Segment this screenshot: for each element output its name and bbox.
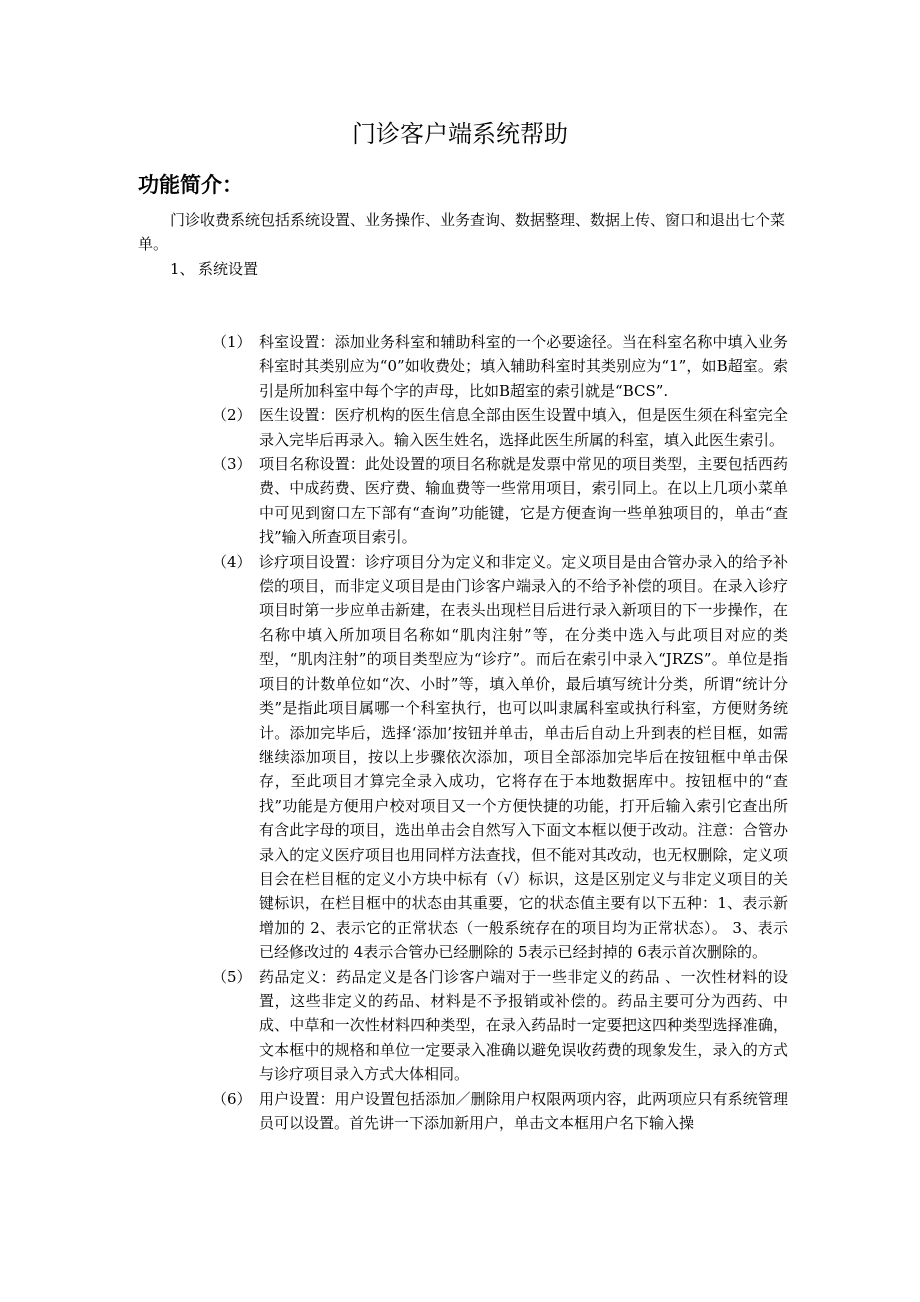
list-item bbox=[212, 550, 788, 965]
settings-item-list bbox=[212, 330, 788, 1135]
subsection-number: 1、 bbox=[170, 260, 195, 278]
list-item bbox=[212, 452, 788, 550]
list-item bbox=[212, 965, 788, 1087]
list-item-marker: （2） bbox=[212, 406, 252, 425]
intro-paragraph: 门诊收费系统包括系统设置、业务操作、业务查询、数据整理、数据上传、窗口和退出七个菜单。 bbox=[138, 211, 786, 253]
list-item-text: 科室设置：添加业务科室和辅助科室的一个必要途径。当在科室名称中填入业务科室时其类别应为“0”如收费处；填入辅助科室时其类别应为“1”，如B超室。索引是所加科室中每个字的声母，比如B超室的索引就是“BCS”. bbox=[259, 333, 788, 400]
list-item-marker: （1） bbox=[212, 333, 252, 351]
list-item-marker: （6） bbox=[212, 1089, 252, 1108]
list-item bbox=[212, 403, 788, 452]
subsection-title: 系统设置 bbox=[198, 260, 259, 278]
list-item-marker: （4） bbox=[212, 552, 252, 571]
list-item bbox=[212, 1087, 788, 1136]
list-item bbox=[212, 330, 788, 403]
section-heading: 功能简介： bbox=[138, 173, 243, 197]
list-item-text: 诊疗项目设置：诊疗项目分为定义和非定义。定义项目是由合管办录入的给予补偿的项目，而非定义项目是由门诊客户端录入的不给予补偿的项目。在录入诊疗项目时第一步应单击新建，在表头出现栏目后进行录入新项目的下一步操作，在名称中填入所加项目名称如“肌肉注射”等，在分类中选入与此项目对应的类型，“肌肉注射”的项目类型应为“诊疗”。而后在索引中录入“JRZS”。单位是指项目的计数单位如“次、小时”等，填入单价，最后填写统计分类，所谓“统计分类”是指此项目属哪一个科室执行，也可以叫隶属科室或执行科室，方便财务统计。添加完毕后，选择‘添加’按钮并单击，单击后自动上升到表的栏目框，如需继续添加项目，按以上步骤依次添加，项目全部添加完毕后在按钮框中单击保存，至此项目才算完全录入成功，它将存在于本地数据库中。按钮框中的“查找”功能是方便用户校对项目又一个方便快捷的功能，打开后输入索引它查出所有含此字母的项目，选出单击会自然写入下面文本框以便于改动。注意：合管办录入的定义医疗项目也用同样方法查找，但不能对其改动，也无权删除，定义项目会在栏目框的定义小方块中标有（√）标识，这是区别定义与非定义项目的关键标识，在栏目框中的状态由其重要，它的状态值主要有以下五种：1、表示新增加的 2、表示它的正常状态（一般系统存在的项目均为正常状态）。 3、表示已经修改过的 4表示合管办已经删除的 5表示已经封掉的 6表示首次删除的。 bbox=[259, 552, 788, 962]
document-title: 门诊客户端系统帮助 bbox=[352, 120, 568, 148]
list-item-text: 药品定义：药品定义是各门诊客户端对于一些非定义的药品 、一次性材料的设置，这些非定义的药品、材料是不予报销或补偿的。药品主要可分为西药、中成、中草和一次性材料四种类型，在录入药品时一定要把这四种类型选择准确，文本框中的规格和单位一定要录入准确以避免误收药费的现象发生，录入的方式与诊疗项目录入方式大体相同。 bbox=[259, 967, 788, 1084]
list-item-marker: （5） bbox=[212, 967, 252, 986]
list-item-marker: （3） bbox=[212, 455, 252, 474]
subsection-heading bbox=[170, 257, 258, 281]
list-item-text: 项目名称设置：此处设置的项目名称就是发票中常见的项目类型，主要包括西药费、中成药费、医疗费、输血费等一些常用项目，索引同上。在以上几项小菜单中可见到窗口左下部有“查询”功能键，它是方便查询一些单独项目的，单击“查找”输入所查项目索引。 bbox=[259, 455, 788, 547]
list-item-text: 医生设置：医疗机构的医生信息全部由医生设置中填入，但是医生须在科室完全录入完毕后再录入。输入医生姓名，选择此医生所属的科室，填入此医生索引。 bbox=[259, 406, 788, 449]
list-item-text: 用户设置：用户设置包括添加／删除用户权限两项内容，此两项应只有系统管理员可以设置。首先讲一下添加新用户，单击文本框用户名下输入操 bbox=[259, 1089, 788, 1132]
